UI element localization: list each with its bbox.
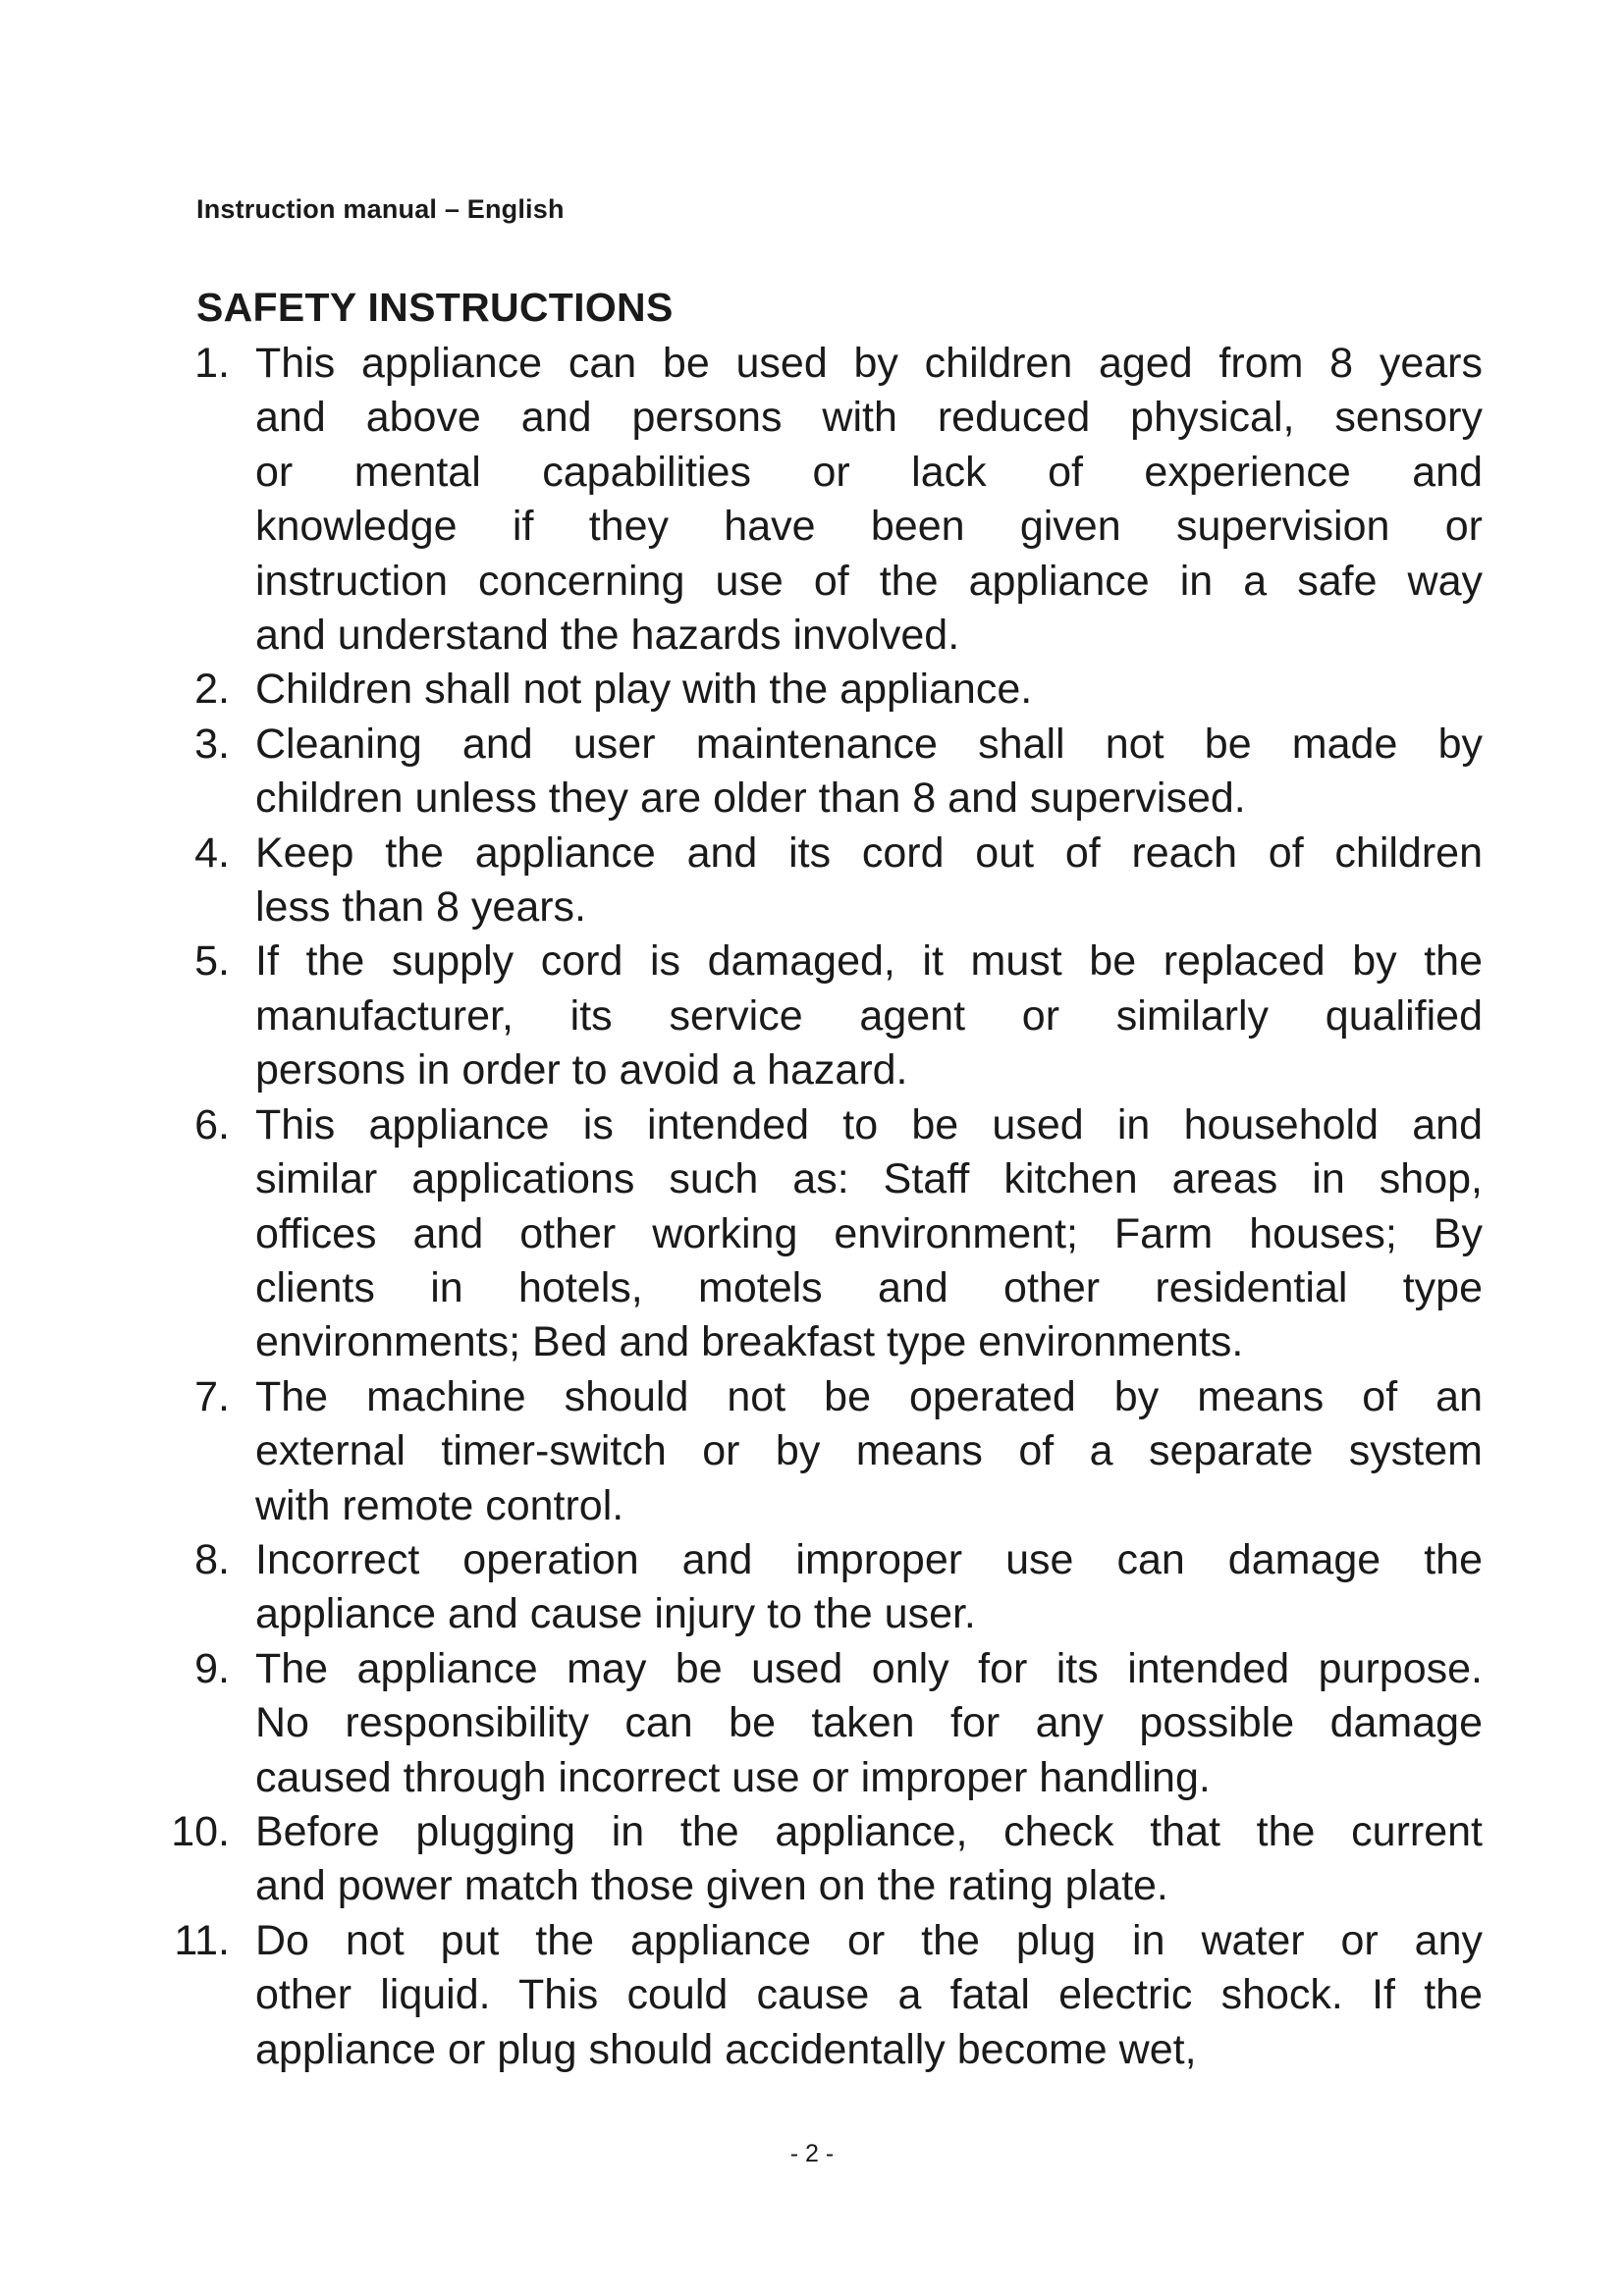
text-line: Cleaning and user maintenance shall not be made by [255,720,1483,768]
list-item-number [157,337,251,391]
text-line: external timer-switch or by means of a separate system [255,1427,1483,1475]
text-line: and power match those given on the rating plate. [255,1862,1168,1910]
list-item-text [251,1370,1483,1533]
text-line: and above and persons with reduced physical, sensory [255,394,1483,442]
list-item [157,1914,1483,2077]
text-line: persons in order to avoid a hazard. [255,1046,908,1095]
list-item-text [251,827,1483,935]
list-item-text [251,337,1483,663]
list-item-number [157,1098,251,1152]
text-line: less than 8 years. [255,883,587,932]
text-line: The appliance may be used only for its intended purpose. [255,1644,1483,1692]
list-item-number [157,1533,251,1587]
list-item-number [157,934,251,988]
text-line: manufacturer, its service agent or similarly qualified [255,991,1483,1040]
list-item [157,1533,1483,1642]
text-line: Incorrect operation and improper use can damage the [255,1535,1483,1583]
document-header: Instruction manual – English [196,194,565,224]
text-line: appliance or plug should accidentally become wet, [255,2025,1197,2073]
list-item-text [251,1805,1483,1914]
text-line: appliance and cause injury to the user. [255,1590,976,1638]
list-item-number-label: 8. [194,1535,230,1583]
list-item-text [251,663,1483,717]
text-line: This appliance is intended to be used in household and [255,1100,1483,1148]
text-line: other liquid. This could cause a fatal electric shock. If the [255,1971,1483,2019]
list-item-number-label: 9. [194,1644,230,1692]
text-line: knowledge if they have been given supervision or [255,503,1483,551]
list-item [157,1805,1483,1914]
list-item-number [157,1370,251,1424]
list-item-number [157,827,251,881]
list-item-number [157,1914,251,1968]
text-line: Children shall not play with the appliance. [255,666,1033,714]
list-item-number [157,1642,251,1696]
text-line: children unless they are older than 8 and supervised. [255,774,1246,823]
list-item-number-label: 3. [194,720,230,768]
section-title: SAFETY INSTRUCTIONS [196,285,674,330]
list-item [157,718,1483,827]
text-line: clients in hotels, motels and other residential type [255,1263,1483,1311]
list-item [157,337,1483,663]
list-item-number [157,663,251,717]
text-line: Keep the appliance and its cord out of reach of children [255,828,1483,877]
text-line: environments; Bed and breakfast type environments. [255,1318,1244,1366]
text-line: similar applications such as: Staff kitchen areas in shop, [255,1155,1483,1203]
list-item-number [157,1805,251,1859]
list-item-text [251,1642,1483,1805]
list-item [157,827,1483,935]
list-item-number-label: 1. [194,340,230,387]
text-line: If the supply cord is damaged, it must be replaced by the [255,937,1483,986]
list-item-number-label: 6. [194,1100,230,1148]
text-line: offices and other working environment; Farm houses; By [255,1209,1483,1257]
text-line: Before plugging in the appliance, check that the current [255,1807,1483,1855]
list-item [157,1642,1483,1805]
text-line: and understand the hazards involved. [255,612,960,660]
text-line: The machine should not be operated by means of an [255,1372,1483,1420]
text-line: with remote control. [255,1481,624,1529]
list-item [157,1370,1483,1533]
list-item-number-label: 4. [194,828,230,877]
list-item-text [251,1914,1483,2077]
list-item-number-label: 7. [194,1372,230,1420]
list-item [157,934,1483,1097]
list-item [157,663,1483,717]
list-item [157,1098,1483,1370]
text-line: caused through incorrect use or improper handling. [255,1753,1211,1801]
list-item-number [157,718,251,772]
list-item-text [251,718,1483,827]
text-line: This appliance can be used by children aged from 8 years [255,340,1483,387]
list-item-text [251,934,1483,1097]
text-line: or mental capabilities or lack of experience and [255,448,1483,496]
list-item-number-label: 10. [171,1807,230,1855]
text-line: No responsibility can be taken for any possible damage [255,1699,1483,1747]
list-item-text [251,1098,1483,1370]
page-number: - 2 - [789,2140,835,2167]
list-item-number-label: 2. [194,666,230,714]
list-item-number-label: 11. [174,1916,230,1964]
text-line: Do not put the appliance or the plug in water or any [255,1916,1483,1964]
safety-instructions-list [157,337,1483,2077]
list-item-number-label: 5. [194,937,230,986]
list-item-text [251,1533,1483,1642]
text-line: instruction concerning use of the appliance in a safe way [255,557,1483,605]
